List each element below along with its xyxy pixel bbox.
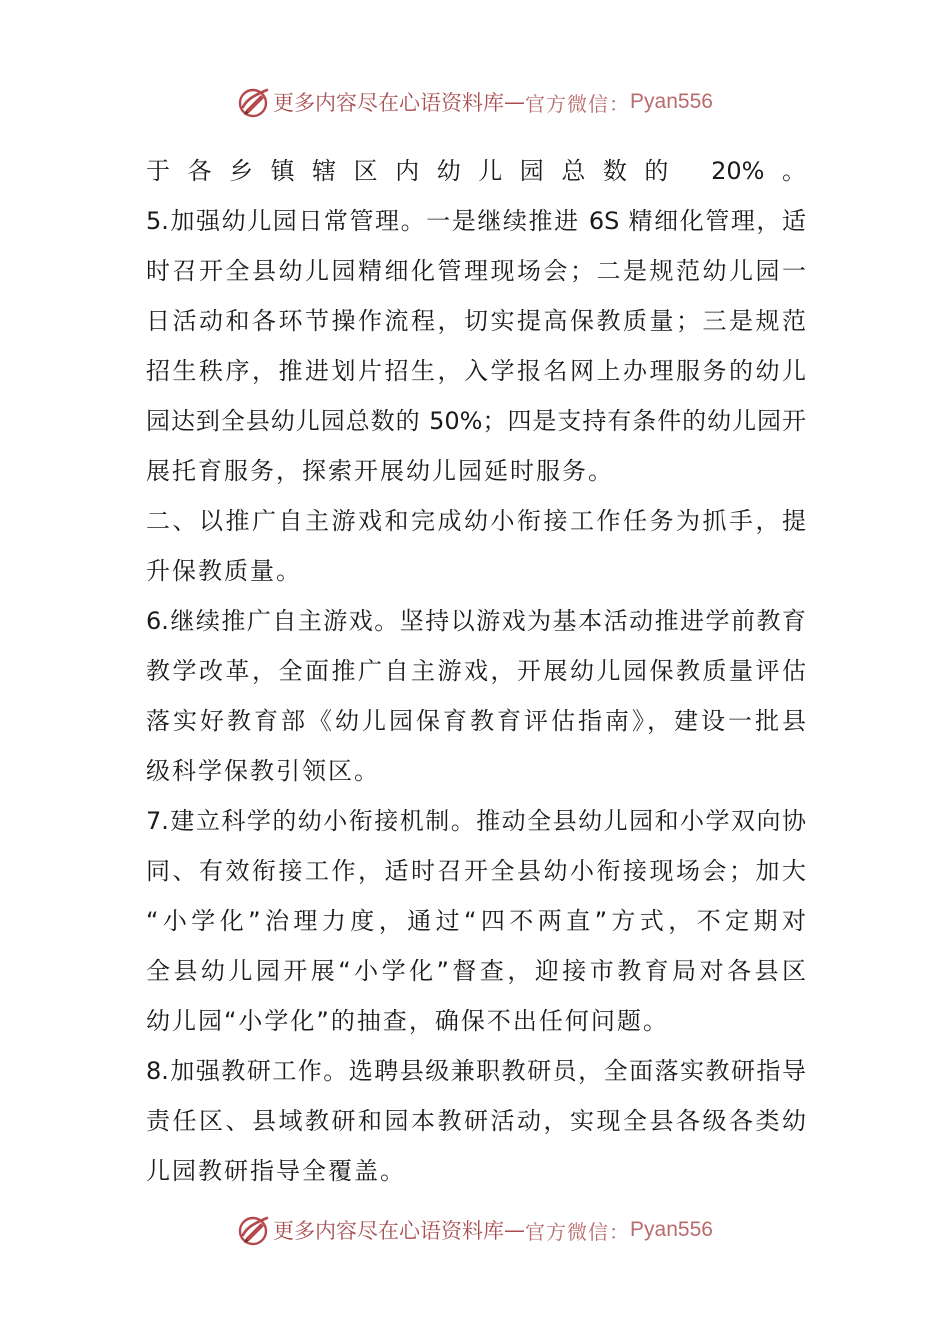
body-line: 落实好教育部《幼儿园保育教育评估指南》，建设一批县 <box>146 707 806 735</box>
body-line: 8.加强教研工作。选聘县级兼职教研员，全面落实教研指导 <box>146 1057 806 1085</box>
body-line: 级科学保教引领区。 <box>146 757 380 785</box>
banner-wechat-label: 官方微信： <box>525 91 631 116</box>
body-line: 日活动和各环节操作流程，切实提高保教质量；三是规范 <box>146 307 806 335</box>
body-line: 全县幼儿园开展“小学化”督查，迎接市教育局对各县区 <box>146 957 806 985</box>
pen-circle-logo-icon <box>237 85 271 119</box>
body-line: 教学改革，全面推广自主游戏，开展幼儿园保教质量评估 <box>146 657 806 685</box>
body-line: 时召开全县幼儿园精细化管理现场会；二是规范幼儿园一 <box>146 257 806 285</box>
body-line: 幼儿园“小学化”的抽查，确保不出任何问题。 <box>146 1007 669 1035</box>
body-line: “小学化”治理力度，通过“四不两直”方式，不定期对 <box>146 907 806 935</box>
body-line: 于各乡镇辖区内幼儿园总数的 20%。 <box>146 157 806 185</box>
banner-wechat-id: Pyan556 <box>630 1218 713 1241</box>
body-line: 同、有效衔接工作，适时召开全县幼小衔接现场会；加大 <box>146 857 806 885</box>
footer-banner-content <box>237 1213 713 1247</box>
body-line: 园达到全县幼儿园总数的 50%；四是支持有条件的幼儿园开 <box>146 407 806 435</box>
section-heading-line: 升保教质量。 <box>146 557 302 585</box>
document-body <box>146 146 806 1196</box>
header-banner <box>0 82 950 122</box>
header-banner-content <box>237 85 713 119</box>
footer-banner <box>0 1210 950 1250</box>
banner-wechat-id: Pyan556 <box>630 90 713 113</box>
body-line: 6.继续推广自主游戏。坚持以游戏为基本活动推进学前教育 <box>146 607 806 635</box>
body-line: 7.建立科学的幼小衔接机制。推动全县幼儿园和小学双向协 <box>146 807 806 835</box>
body-line: 5.加强幼儿园日常管理。一是继续推进 6S 精细化管理，适 <box>146 207 806 235</box>
banner-brand-text: 更多内容尽在心语资料库 <box>273 91 505 115</box>
section-heading-line: 二、以推广自主游戏和完成幼小衔接工作任务为抓手，提 <box>146 507 806 535</box>
body-line: 展托育服务，探索开展幼儿园延时服务。 <box>146 457 614 485</box>
banner-separator: — <box>504 1218 526 1242</box>
banner-brand-text: 更多内容尽在心语资料库 <box>273 1219 505 1243</box>
body-line: 招生秩序，推进划片招生，入学报名网上办理服务的幼儿 <box>146 357 806 385</box>
banner-wechat-label: 官方微信： <box>525 1219 631 1244</box>
body-line: 责任区、县域教研和园本教研活动，实现全县各级各类幼 <box>146 1107 806 1135</box>
pen-circle-logo-icon <box>237 1213 271 1247</box>
body-line: 儿园教研指导全覆盖。 <box>146 1157 406 1185</box>
banner-separator: — <box>504 90 526 114</box>
